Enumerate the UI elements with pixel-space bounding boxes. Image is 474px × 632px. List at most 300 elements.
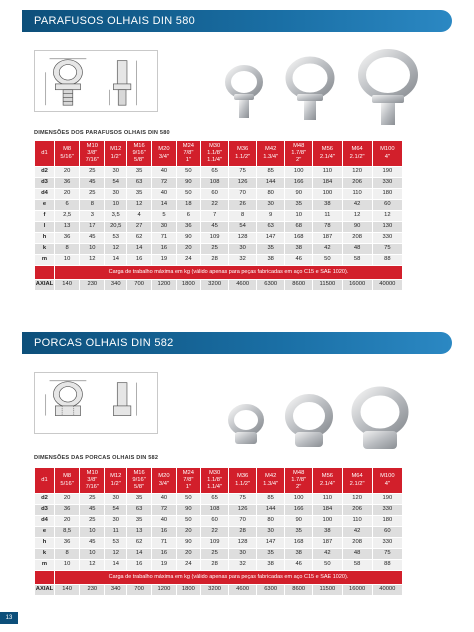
table-cell: 71 — [152, 538, 176, 549]
eye-bolt-technical-drawing — [34, 50, 158, 112]
table-row — [35, 178, 403, 189]
table-cell: 108 — [201, 178, 229, 189]
table-cell: 330 — [372, 178, 402, 189]
table-cell: 60 — [201, 189, 229, 200]
table-cell: 30 — [229, 549, 257, 560]
table-cell: 3 — [80, 211, 105, 222]
load-note: Carga de trabalho máxima em kg (válido apenas para peças fabricadas em aço C15 e SAE 1020). — [55, 571, 403, 585]
table-cell: 58 — [342, 560, 372, 571]
table-cell: 7 — [201, 211, 229, 222]
note-spacer — [35, 266, 55, 280]
table-cell: 75 — [372, 549, 402, 560]
table-cell: 40 — [152, 516, 176, 527]
table-cell: 3200 — [201, 280, 229, 291]
table-cell: 120 — [342, 167, 372, 178]
table-cell: 25 — [201, 549, 229, 560]
eye-nut-photo-large — [348, 384, 412, 454]
table-cell: 32 — [229, 255, 257, 266]
table-cell: 340 — [105, 280, 127, 291]
table-cell: 78 — [313, 222, 342, 233]
table-cell: 22 — [201, 527, 229, 538]
table-cell: 14 — [152, 200, 176, 211]
header-cell: M10 3/8" 7/16" — [80, 468, 105, 494]
row-label: d3 — [35, 505, 55, 516]
table-cell: 30 — [105, 189, 127, 200]
table-row — [35, 167, 403, 178]
table-cell: 46 — [285, 255, 313, 266]
table-cell: 35 — [127, 167, 152, 178]
header-cell: d1 — [35, 141, 55, 167]
table-cell: 35 — [127, 516, 152, 527]
table-cell: 120 — [342, 494, 372, 505]
table-cell: 11 — [105, 527, 127, 538]
table-cell: 144 — [257, 178, 285, 189]
table-row — [35, 200, 403, 211]
table-cell: 38 — [257, 560, 285, 571]
table-cell: 30 — [105, 494, 127, 505]
table-cell: 28 — [201, 560, 229, 571]
table-cell: 6 — [176, 211, 200, 222]
table-cell: 2,5 — [55, 211, 80, 222]
header-cell: M100 4" — [372, 141, 402, 167]
header-cell: M20 3/4" — [152, 141, 176, 167]
row-label: AXIAL — [35, 585, 55, 596]
table-cell: 75 — [229, 167, 257, 178]
table-cell: 20 — [176, 527, 200, 538]
header-cell: M20 3/4" — [152, 468, 176, 494]
table-cell: 75 — [229, 494, 257, 505]
table-cell: 42 — [313, 244, 342, 255]
table-cell: 140 — [55, 585, 80, 596]
table-cell: 1200 — [152, 280, 176, 291]
table-cell: 14 — [105, 255, 127, 266]
header-cell: M48 1.7/8" 2" — [285, 468, 313, 494]
table-cell: 11500 — [313, 585, 342, 596]
table-cell: 40000 — [372, 585, 402, 596]
table-row — [35, 244, 403, 255]
table-cell: 330 — [372, 233, 402, 244]
table-cell: 35 — [285, 200, 313, 211]
table-cell: 19 — [152, 255, 176, 266]
table-cell: 4600 — [229, 585, 257, 596]
table-cell: 100 — [313, 189, 342, 200]
table-cell: 109 — [201, 538, 229, 549]
table-row — [35, 505, 403, 516]
table-cell: 126 — [229, 505, 257, 516]
header-cell: M16 9/16" 5/8" — [127, 141, 152, 167]
table-cell: 90 — [176, 233, 200, 244]
table-cell: 10 — [55, 255, 80, 266]
table-cell: 166 — [285, 505, 313, 516]
table-cell: 90 — [342, 222, 372, 233]
header-cell: M36 1.1/2" — [229, 141, 257, 167]
row-label: d2 — [35, 167, 55, 178]
table-cell: 3200 — [201, 585, 229, 596]
table-cell: 38 — [285, 244, 313, 255]
axial-load-row — [35, 585, 403, 596]
table-cell: 30 — [257, 200, 285, 211]
table-cell: 12 — [127, 200, 152, 211]
eye-bolt-photo-medium — [282, 56, 338, 122]
table-cell: 63 — [127, 505, 152, 516]
table-cell: 20 — [55, 516, 80, 527]
header-cell: M48 1.7/8" 2" — [285, 141, 313, 167]
table-cell: 17 — [80, 222, 105, 233]
table-cell: 128 — [229, 538, 257, 549]
table-cell: 9 — [257, 211, 285, 222]
table-cell: 4600 — [229, 280, 257, 291]
table-cell: 100 — [285, 167, 313, 178]
table-cell: 230 — [80, 585, 105, 596]
table-cell: 10 — [80, 549, 105, 560]
table-cell: 45 — [80, 178, 105, 189]
table-cell: 8 — [229, 211, 257, 222]
eye-nut-photo-medium — [282, 392, 336, 452]
row-label: d4 — [35, 189, 55, 200]
table-cell: 6300 — [257, 280, 285, 291]
table-cell: 30 — [152, 222, 176, 233]
table-cell: 90 — [285, 516, 313, 527]
table-cell: 12 — [105, 244, 127, 255]
table-cell: 50 — [176, 494, 200, 505]
header-cell: M8 5/16" — [55, 468, 80, 494]
table-cell: 40 — [152, 189, 176, 200]
table-cell: 62 — [127, 538, 152, 549]
load-note: Carga de trabalho máxima em kg (válido apenas para peças fabricadas em aço C15 e SAE 1020). — [55, 266, 403, 280]
table-cell: 10 — [80, 244, 105, 255]
table-cell: 85 — [257, 167, 285, 178]
table-cell: 24 — [176, 255, 200, 266]
table-cell: 10 — [80, 527, 105, 538]
row-label: m — [35, 560, 55, 571]
table-cell: 144 — [257, 505, 285, 516]
table-cell: 60 — [372, 200, 402, 211]
header-cell: M10 3/8" 7/16" — [80, 141, 105, 167]
table-cell: 22 — [201, 200, 229, 211]
table-cell: 3,5 — [105, 211, 127, 222]
table-cell: 16000 — [342, 280, 372, 291]
table-cell: 18 — [176, 200, 200, 211]
table-cell: 700 — [127, 585, 152, 596]
table-cell: 14 — [127, 244, 152, 255]
table-cell: 700 — [127, 280, 152, 291]
header-cell: M56 2.1/4" — [313, 141, 342, 167]
table-cell: 50 — [176, 189, 200, 200]
table-cell: 130 — [372, 222, 402, 233]
table-cell: 16 — [152, 527, 176, 538]
table-cell: 109 — [201, 233, 229, 244]
header-cell: M56 2.1/4" — [313, 468, 342, 494]
table-cell: 42 — [342, 200, 372, 211]
table-cell: 54 — [105, 178, 127, 189]
table-cell: 16 — [127, 560, 152, 571]
eye-nut-medium-icon — [282, 392, 336, 452]
load-note-row — [35, 266, 403, 280]
table-cell: 187 — [313, 233, 342, 244]
table-cell: 12 — [80, 255, 105, 266]
table-cell: 50 — [176, 167, 200, 178]
header-cell: M8 5/16" — [55, 141, 80, 167]
table-cell: 35 — [127, 494, 152, 505]
table-cell: 14 — [127, 549, 152, 560]
table-cell: 8600 — [285, 280, 313, 291]
table-cell: 45 — [80, 538, 105, 549]
table-cell: 72 — [152, 178, 176, 189]
table-cell: 45 — [80, 505, 105, 516]
table-cell: 180 — [372, 516, 402, 527]
table-cell: 6 — [55, 200, 80, 211]
eye-bolt-medium-icon — [282, 56, 338, 122]
header-cell: M30 1.1/8" 1.1/4" — [201, 141, 229, 167]
eye-bolt-photo-small — [222, 64, 266, 122]
table-cell: 8600 — [285, 585, 313, 596]
table-cell: 25 — [80, 189, 105, 200]
table-cell: 63 — [257, 222, 285, 233]
table-cell: 88 — [372, 560, 402, 571]
table-cell: 30 — [229, 244, 257, 255]
header-cell: M12 1/2" — [105, 468, 127, 494]
table-cell: 38 — [285, 549, 313, 560]
eye-nut-large-icon — [348, 384, 412, 454]
table-cell: 62 — [127, 233, 152, 244]
table-title: DIMENSÕES DOS PARAFUSOS OLHAIS DIN 580 — [34, 130, 170, 136]
header-cell: M16 9/16" 5/8" — [127, 468, 152, 494]
table-row — [35, 222, 403, 233]
table-cell: 19 — [152, 560, 176, 571]
table-cell: 147 — [257, 233, 285, 244]
table-cell: 65 — [201, 494, 229, 505]
table-cell: 90 — [176, 505, 200, 516]
table-cell: 50 — [313, 560, 342, 571]
table-row — [35, 549, 403, 560]
table-cell: 32 — [229, 560, 257, 571]
table-cell: 1200 — [152, 585, 176, 596]
table-row — [35, 527, 403, 538]
table-cell: 26 — [229, 200, 257, 211]
row-label: k — [35, 549, 55, 560]
table-cell: 11500 — [313, 280, 342, 291]
table-cell: 20,5 — [105, 222, 127, 233]
table-cell: 35 — [257, 244, 285, 255]
table-cell: 75 — [372, 244, 402, 255]
header-cell: d1 — [35, 468, 55, 494]
table-row — [35, 255, 403, 266]
table-cell: 5 — [152, 211, 176, 222]
table-cell: 8,5 — [55, 527, 80, 538]
table-cell: 90 — [176, 178, 200, 189]
table-cell: 25 — [80, 494, 105, 505]
table-cell: 38 — [313, 200, 342, 211]
table-cell: 10 — [105, 200, 127, 211]
table-cell: 85 — [257, 494, 285, 505]
eye-bolt-large-icon — [354, 48, 422, 126]
eye-bolt-dimensions-table — [34, 140, 403, 291]
section-banner-eye-bolts — [22, 10, 452, 32]
table-cell: 208 — [342, 538, 372, 549]
table-cell: 36 — [55, 505, 80, 516]
table-cell: 45 — [201, 222, 229, 233]
table-cell: 35 — [285, 527, 313, 538]
table-cell: 12 — [80, 560, 105, 571]
table-cell: 90 — [285, 189, 313, 200]
table-row — [35, 189, 403, 200]
table-cell: 40000 — [372, 280, 402, 291]
eye-bolt-small-icon — [222, 64, 266, 122]
header-cell: M30 1.1/8" 1.1/4" — [201, 468, 229, 494]
table-cell: 54 — [105, 505, 127, 516]
table-cell: 48 — [342, 244, 372, 255]
load-note-row — [35, 571, 403, 585]
table-cell: 208 — [342, 233, 372, 244]
table-cell: 28 — [229, 527, 257, 538]
table-cell: 180 — [372, 189, 402, 200]
header-cell: M64 2.1/2" — [342, 468, 372, 494]
table-cell: 30 — [105, 167, 127, 178]
table-cell: 166 — [285, 178, 313, 189]
eye-bolt-photo-large — [354, 48, 422, 126]
eye-bolt-drawing-icon — [35, 51, 157, 111]
table-cell: 38 — [313, 527, 342, 538]
table-cell: 20 — [176, 244, 200, 255]
row-label: f — [35, 211, 55, 222]
table-cell: 60 — [201, 516, 229, 527]
table-cell: 42 — [342, 527, 372, 538]
table-cell: 230 — [80, 280, 105, 291]
row-label: l — [35, 222, 55, 233]
table-cell: 36 — [55, 178, 80, 189]
table-cell: 36 — [55, 233, 80, 244]
row-label: k — [35, 244, 55, 255]
table-cell: 30 — [257, 527, 285, 538]
table-row — [35, 560, 403, 571]
table-cell: 206 — [342, 178, 372, 189]
table-cell: 16 — [152, 244, 176, 255]
table-cell: 88 — [372, 255, 402, 266]
table-cell: 6300 — [257, 585, 285, 596]
table-cell: 110 — [313, 494, 342, 505]
table-cell: 10 — [285, 211, 313, 222]
table-cell: 128 — [229, 233, 257, 244]
table-cell: 90 — [176, 538, 200, 549]
table-cell: 16000 — [342, 585, 372, 596]
eye-nut-drawing-icon — [35, 373, 157, 433]
table-cell: 12 — [372, 211, 402, 222]
row-label: AXIAL — [35, 280, 55, 291]
table-cell: 187 — [313, 538, 342, 549]
table-cell: 8 — [55, 244, 80, 255]
table-cell: 168 — [285, 233, 313, 244]
table-cell: 27 — [127, 222, 152, 233]
row-label: e — [35, 200, 55, 211]
row-label: d2 — [35, 494, 55, 505]
table-cell: 46 — [285, 560, 313, 571]
table-cell: 330 — [372, 505, 402, 516]
row-label: m — [35, 255, 55, 266]
axial-load-row — [35, 280, 403, 291]
table-cell: 25 — [80, 516, 105, 527]
table-cell: 28 — [201, 255, 229, 266]
table-cell: 63 — [127, 178, 152, 189]
header-cell: M24 7/8" 1" — [176, 468, 200, 494]
table-cell: 4 — [127, 211, 152, 222]
table-cell: 53 — [105, 538, 127, 549]
table-cell: 30 — [105, 516, 127, 527]
table-cell: 68 — [285, 222, 313, 233]
table-cell: 8 — [80, 200, 105, 211]
table-cell: 54 — [229, 222, 257, 233]
table-cell: 184 — [313, 178, 342, 189]
table-cell: 108 — [201, 505, 229, 516]
table-cell: 110 — [313, 167, 342, 178]
table-cell: 71 — [152, 233, 176, 244]
page-number: 13 — [0, 612, 18, 624]
eye-nut-photo-small — [226, 402, 266, 448]
table-cell: 190 — [372, 167, 402, 178]
table-cell: 70 — [229, 516, 257, 527]
table-cell: 100 — [313, 516, 342, 527]
table-cell: 1800 — [176, 585, 200, 596]
table-cell: 25 — [80, 167, 105, 178]
table-cell: 36 — [176, 222, 200, 233]
table-cell: 24 — [176, 560, 200, 571]
table-cell: 206 — [342, 505, 372, 516]
note-spacer — [35, 571, 55, 585]
table-header-row — [35, 141, 403, 167]
table-row — [35, 538, 403, 549]
table-cell: 20 — [55, 494, 80, 505]
row-label: h — [35, 538, 55, 549]
table-cell: 190 — [372, 494, 402, 505]
table-cell: 184 — [313, 505, 342, 516]
header-cell: M64 2.1/2" — [342, 141, 372, 167]
table-cell: 12 — [342, 211, 372, 222]
section-title: PORCAS OLHAIS DIN 582 — [34, 337, 174, 349]
header-cell: M36 1.1/2" — [229, 468, 257, 494]
table-cell: 20 — [55, 167, 80, 178]
header-cell: M100 4" — [372, 468, 402, 494]
eye-nut-dimensions-table — [34, 467, 403, 596]
table-cell: 58 — [342, 255, 372, 266]
table-cell: 42 — [313, 549, 342, 560]
header-cell: M24 7/8" 1" — [176, 141, 200, 167]
row-label: d3 — [35, 178, 55, 189]
eye-nut-technical-drawing — [34, 372, 158, 434]
row-label: e — [35, 527, 55, 538]
table-row — [35, 211, 403, 222]
table-row — [35, 516, 403, 527]
table-header-row — [35, 468, 403, 494]
table-cell: 340 — [105, 585, 127, 596]
table-cell: 20 — [176, 549, 200, 560]
table-cell: 45 — [80, 233, 105, 244]
table-cell: 14 — [105, 560, 127, 571]
table-cell: 40 — [152, 167, 176, 178]
table-row — [35, 233, 403, 244]
table-cell: 80 — [257, 516, 285, 527]
table-cell: 13 — [55, 222, 80, 233]
table-cell: 72 — [152, 505, 176, 516]
table-cell: 35 — [257, 549, 285, 560]
table-cell: 16 — [152, 549, 176, 560]
table-cell: 16 — [127, 255, 152, 266]
table-cell: 38 — [257, 255, 285, 266]
table-cell: 53 — [105, 233, 127, 244]
table-cell: 1800 — [176, 280, 200, 291]
table-cell: 110 — [342, 189, 372, 200]
table-cell: 40 — [152, 494, 176, 505]
table-cell: 80 — [257, 189, 285, 200]
header-cell: M42 1.3/4" — [257, 141, 285, 167]
